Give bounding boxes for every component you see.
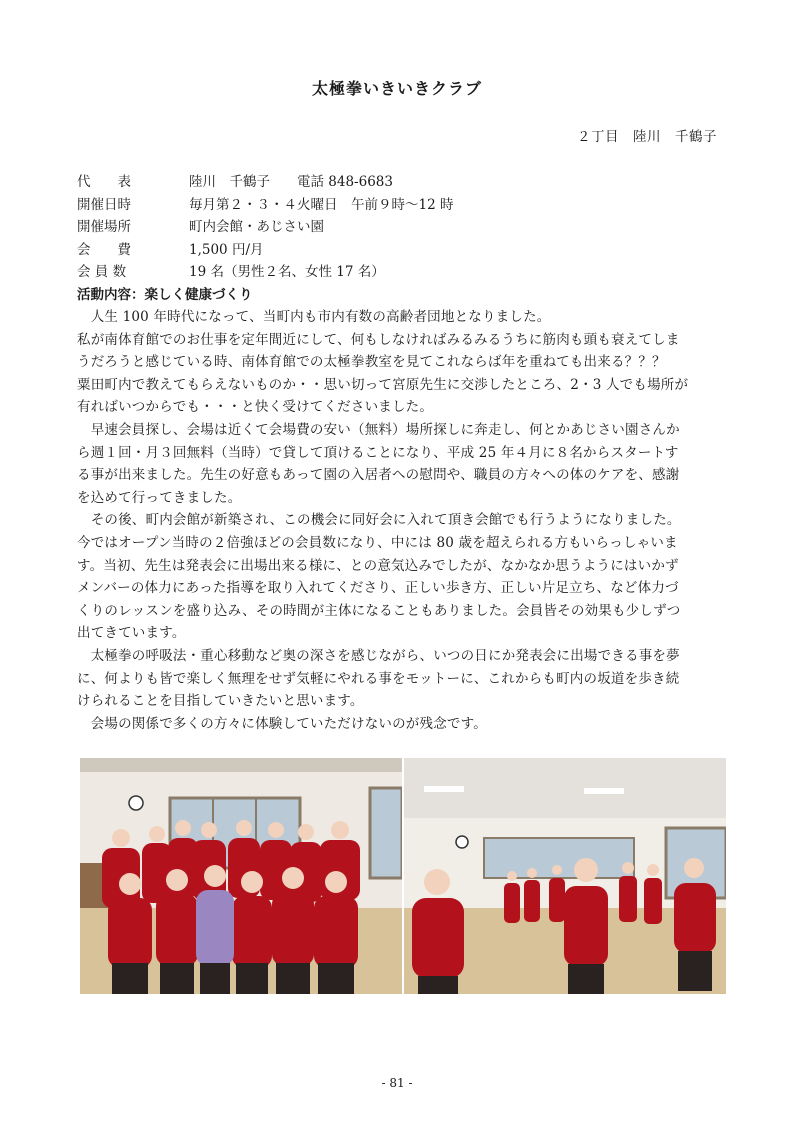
body-line: す。当初、先生は発表会に出場出来る様に、との意気込みでしたが、なかなか思うようにはいかず bbox=[77, 557, 679, 574]
group-photo bbox=[80, 758, 402, 994]
practice-photo bbox=[404, 758, 726, 994]
info-label: 開催場所 bbox=[77, 219, 131, 236]
body-line: メンバーの体力にあった指導を取り入れてくださり、正しい歩き方、正しい片足立ち、など体力づ bbox=[77, 580, 679, 597]
body-line: くりのレッスンを盛り込み、その時間が主体になることもありました。会員皆その効果も少しずつ bbox=[77, 602, 681, 619]
body-line: うだろうと感じている時、南体育館での太極拳教室を見てこれならば年を重ねても出来る？？？ bbox=[77, 354, 666, 371]
info-label: 代 表 bbox=[77, 174, 131, 190]
body-line: 太極拳の呼吸法・重心移動など奥の深さを感じながら、いつの日にか発表会に出場できる事を夢 bbox=[77, 647, 680, 664]
body-line: 私が南体育館でのお仕事を定年間近にして、何もしなければみるみるうちに筋肉も頭も衰えてしま bbox=[77, 331, 680, 348]
info-value: 陸川 千鶴子 電話 848-6683 bbox=[189, 174, 393, 190]
body-line: 有ればいつからでも・・・と快く受けてくださいました。 bbox=[77, 399, 434, 416]
info-row-schedule bbox=[77, 194, 453, 217]
article-body bbox=[77, 306, 717, 735]
info-value: 1,500 円/月 bbox=[189, 241, 264, 258]
info-value: 毎月第２・３・４火曜日 午前９時～12 時 bbox=[189, 196, 454, 213]
info-row-members bbox=[77, 261, 453, 284]
body-line: を込めて行ってきました。 bbox=[77, 489, 242, 506]
practice-photo-illustration bbox=[404, 758, 726, 994]
body-line: 会場の関係で多くの方々に体験していただけないのが残念です。 bbox=[77, 715, 487, 732]
body-line: 今ではオープン当時の２倍強ほどの会員数になり、中には 80 歳を超えられる方もいらっしゃいま bbox=[77, 534, 678, 551]
info-label: 会 員 数 bbox=[77, 264, 127, 281]
author-line: ２丁目 陸川 千鶴子 bbox=[577, 129, 717, 145]
activity-heading: 活動内容：楽しく健康づくり bbox=[77, 287, 253, 303]
info-row-representative bbox=[77, 171, 453, 194]
info-value: 19 名（男性２名、女性 17 名） bbox=[189, 264, 385, 281]
page-number: - 81 - bbox=[381, 1076, 413, 1090]
body-line: けられることを目指していきたいと思います。 bbox=[77, 693, 364, 710]
club-info-table bbox=[77, 171, 453, 284]
body-line: る事が出来ました。先生の好意もあって園の入居者への慰問や、職員の方々への体のケアを、感謝 bbox=[77, 467, 680, 484]
body-line: 早速会員探し、会場は近くて会場費の安い（無料）場所探しに奔走し、何とかあじさい園さんか bbox=[77, 421, 680, 438]
info-value: 町内会館・あじさい園 bbox=[189, 219, 324, 236]
page-title: 太極拳いきいきクラブ bbox=[311, 79, 482, 98]
info-label: 開催日時 bbox=[77, 196, 131, 213]
body-line: 粟田町内で教えてもらえないものか・・思い切って宮原先生に交渉したところ、2・3 人でも場所が bbox=[77, 376, 689, 393]
info-label: 会 費 bbox=[77, 241, 131, 258]
body-line: その後、町内会館が新築され、この機会に同好会に入れて頂き会館でも行うようになりました。 bbox=[77, 512, 681, 529]
info-row-venue bbox=[77, 216, 453, 239]
group-photo-illustration bbox=[80, 758, 402, 994]
body-line: 出てきています。 bbox=[77, 625, 186, 642]
body-line: に、何よりも皆で楽しく無理をせず気軽にやれる事をモットーに、これからも町内の坂道を歩き続 bbox=[77, 670, 680, 687]
info-row-fee bbox=[77, 239, 453, 262]
body-line: 人生 100 年時代になって、当町内も市内有数の高齢者団地となりました。 bbox=[77, 309, 551, 325]
body-line: ら週１回・月３回無料（当時）で貸して頂けることになり、平成 25 年４月に８名からスタートす bbox=[77, 444, 679, 461]
